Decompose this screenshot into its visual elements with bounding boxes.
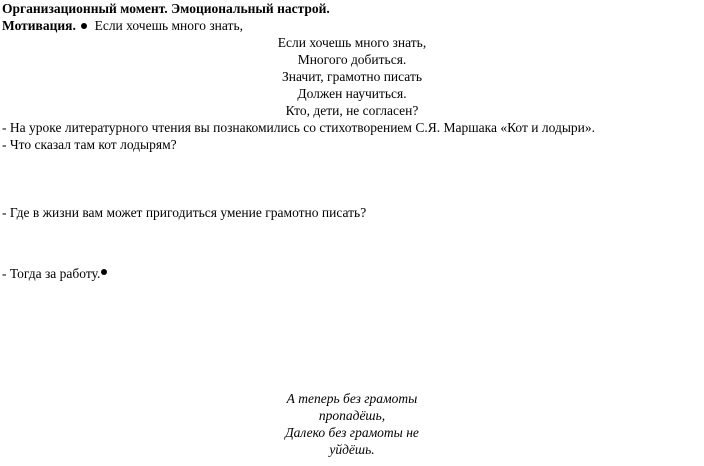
proverb-line-1: А теперь без грамоты xyxy=(286,391,418,406)
proverb-line-4: уйдёшь. xyxy=(329,442,375,457)
poem-line-3: Значит, грамотно писать xyxy=(281,69,423,84)
proverb-line-3: Далеко без грамоты не xyxy=(285,425,419,440)
lesson-line: - На уроке литературного чтения вы познакомились со стихотворением С.Я. Маршака «Кот и лодыри». xyxy=(2,120,595,135)
work-text: - Тогда за работу. xyxy=(2,266,101,281)
work-line xyxy=(2,265,111,282)
poem-line-2: Многого добиться. xyxy=(297,52,407,67)
proverb-line-2: пропадёшь, xyxy=(318,408,386,423)
poem-line-1: Если хочешь много знать, xyxy=(277,35,427,50)
bullet-icon xyxy=(81,23,87,29)
question-life-line: - Где в жизни вам может пригодиться умение грамотно писать? xyxy=(2,205,367,220)
section-heading: Организационный момент. Эмоциональный настрой. xyxy=(2,1,330,16)
bullet-icon xyxy=(101,269,107,275)
motivation-label: Мотивация. xyxy=(2,18,76,33)
poem-line-5: Кто, дети, не согласен? xyxy=(285,103,419,118)
motivation-line xyxy=(2,17,243,34)
motivation-text: Если хочешь много знать, xyxy=(94,18,243,33)
question-cat-line: - Что сказал там кот лодырям? xyxy=(2,137,177,152)
poem-line-4: Должен научиться. xyxy=(297,86,407,101)
